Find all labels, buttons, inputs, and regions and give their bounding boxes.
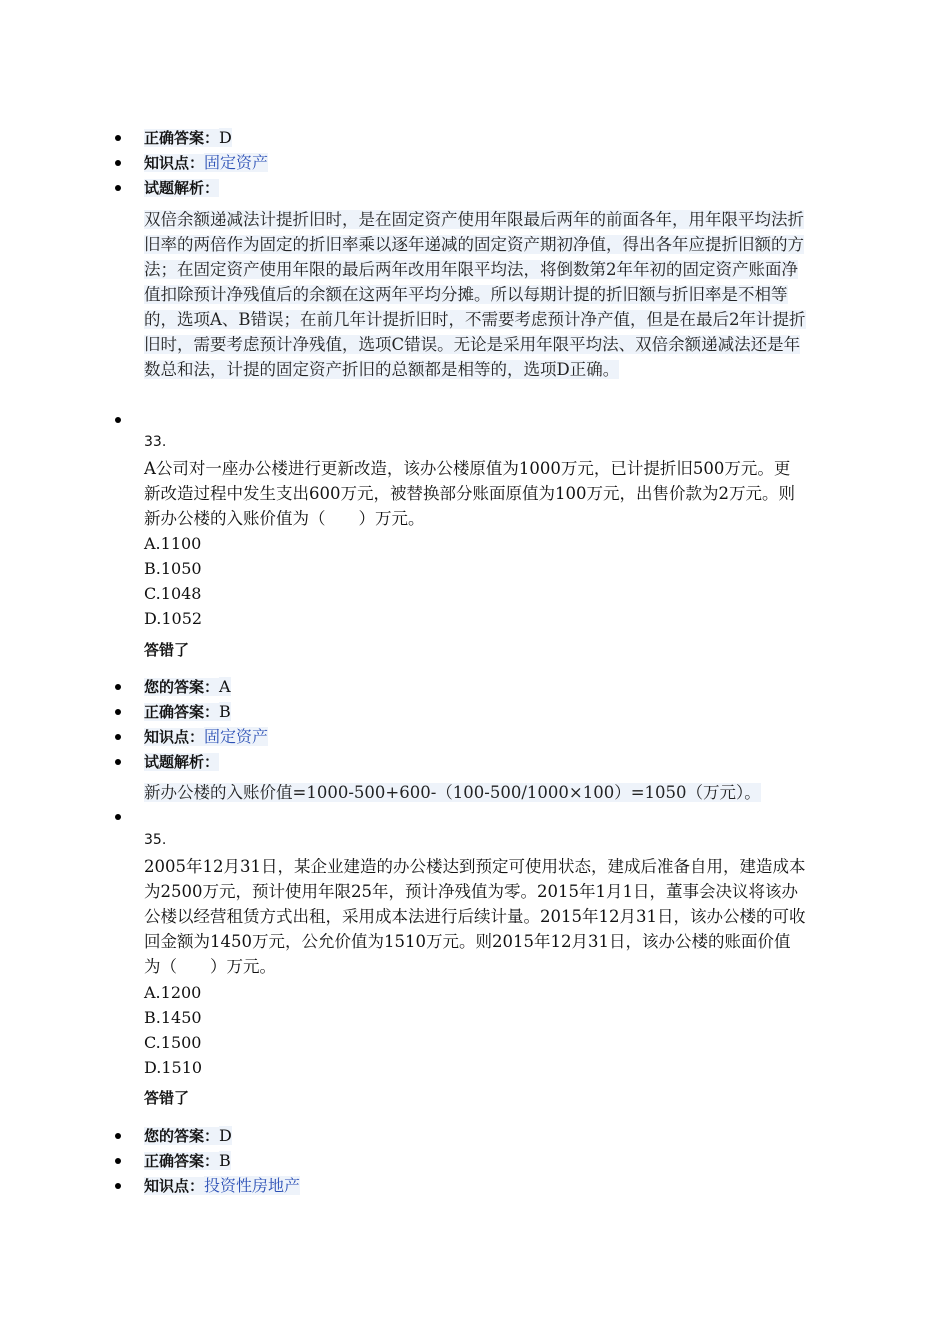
- option-list: [144, 980, 202, 1080]
- option-list: [144, 531, 202, 631]
- bullet: [115, 734, 121, 740]
- correct-answer-row: [0, 1150, 950, 1175]
- knowledge-label: 知识点：: [144, 154, 205, 172]
- result-status: 答错了: [144, 1089, 190, 1107]
- knowledge-label: 知识点：: [144, 1177, 205, 1195]
- knowledge-row: [0, 152, 950, 177]
- question-text: 2005年12月31日，某企业建造的办公楼达到预定可使用状态，建成后准备自用，建造成本为2500万元，预计使用年限25年，预计净残值为零。2015年1月1日，董事会决议将该办公楼以经营租赁方式出租，采用成本法进行后续计量。2015年12月31日，该办公楼的可收回金额为1450万元，公允价值为1510万元。则2015年12月31日，该办公楼的账面价值为（ ）万元。: [144, 857, 806, 976]
- bullet: [115, 185, 121, 191]
- correct-answer-label: 正确答案：: [144, 1152, 220, 1170]
- correct-answer-row: [0, 701, 950, 726]
- question-text: A公司对一座办公楼进行更新改造，该办公楼原值为1000万元，已计提折旧500万元。更新改造过程中发生支出600万元，被替换部分账面原值为100万元，出售价款为2万元。则新办公楼的入账价值为（ ）万元。: [144, 459, 795, 528]
- your-answer-label: 您的答案：: [144, 1127, 220, 1145]
- option-d: D.1510: [144, 1058, 203, 1077]
- option-c: C.1048: [144, 584, 202, 603]
- correct-answer-label: 正确答案：: [144, 703, 220, 721]
- knowledge-row: [0, 726, 950, 751]
- correct-answer-label: 正确答案：: [144, 129, 220, 147]
- analysis-row: [0, 751, 950, 776]
- bullet: [115, 814, 121, 820]
- analysis-text: 双倍余额递减法计提折旧时，是在固定资产使用年限最后两年的前面各年，用年限平均法折旧率的两倍作为固定的折旧率乘以逐年递减的固定资产期初净值，得出各年应提折旧额的方法；在固定资产使用年限的最后两年改用年限平均法，将倒数第2年年初的固定资产账面净值扣除预计净残值后的余额在这两年平均分摊。所以每期计提的折旧额与折旧率是不相等的，选项A、B错误；在前几年计提折旧时，不需要考虑预计净产值，但是在最后2年计提折旧时，需要考虑预计净残值，选项C错误。无论是采用年限平均法、双倍余额递减法还是年数总和法，计提的固定资产折旧的总额都是相等的，选项D正确。: [144, 210, 806, 379]
- question-number: 35.: [144, 832, 167, 848]
- result-status: 答错了: [144, 641, 190, 659]
- bullet: [115, 684, 121, 690]
- option-a: A.1100: [144, 534, 202, 553]
- option-d: D.1052: [144, 609, 203, 628]
- your-answer-value: D: [219, 1126, 232, 1145]
- separator-item: [0, 806, 950, 831]
- knowledge-label: 知识点：: [144, 728, 205, 746]
- knowledge-link[interactable]: 固定资产: [204, 727, 269, 746]
- your-answer-row: [0, 1125, 950, 1150]
- knowledge-link[interactable]: 固定资产: [204, 153, 269, 172]
- your-answer-row: [0, 676, 950, 701]
- question-number: 33.: [144, 434, 167, 450]
- bullet: [115, 1158, 121, 1164]
- bullet: [115, 417, 121, 423]
- separator-item: [0, 409, 950, 434]
- option-c: C.1500: [144, 1033, 202, 1052]
- your-answer-label: 您的答案：: [144, 678, 220, 696]
- option-a: A.1200: [144, 983, 202, 1002]
- bullet: [115, 1183, 121, 1189]
- knowledge-link[interactable]: 投资性房地产: [204, 1176, 301, 1195]
- correct-answer-row: [0, 127, 950, 152]
- analysis-text: 新办公楼的入账价值=1000-500+600-（100-500/1000×100）=1050（万元）。: [144, 783, 761, 802]
- correct-answer-value: D: [219, 128, 232, 147]
- bullet: [115, 709, 121, 715]
- analysis-label: 试题解析：: [144, 753, 220, 771]
- knowledge-row: [0, 1175, 950, 1200]
- bullet: [115, 1133, 121, 1139]
- correct-answer-value: B: [219, 1151, 231, 1170]
- analysis-row: [0, 177, 950, 202]
- option-b: B.1050: [144, 559, 202, 578]
- bullet: [115, 759, 121, 765]
- analysis-label: 试题解析：: [144, 179, 220, 197]
- correct-answer-value: B: [219, 702, 231, 721]
- bullet: [115, 135, 121, 141]
- your-answer-value: A: [219, 677, 231, 696]
- option-b: B.1450: [144, 1008, 202, 1027]
- bullet: [115, 160, 121, 166]
